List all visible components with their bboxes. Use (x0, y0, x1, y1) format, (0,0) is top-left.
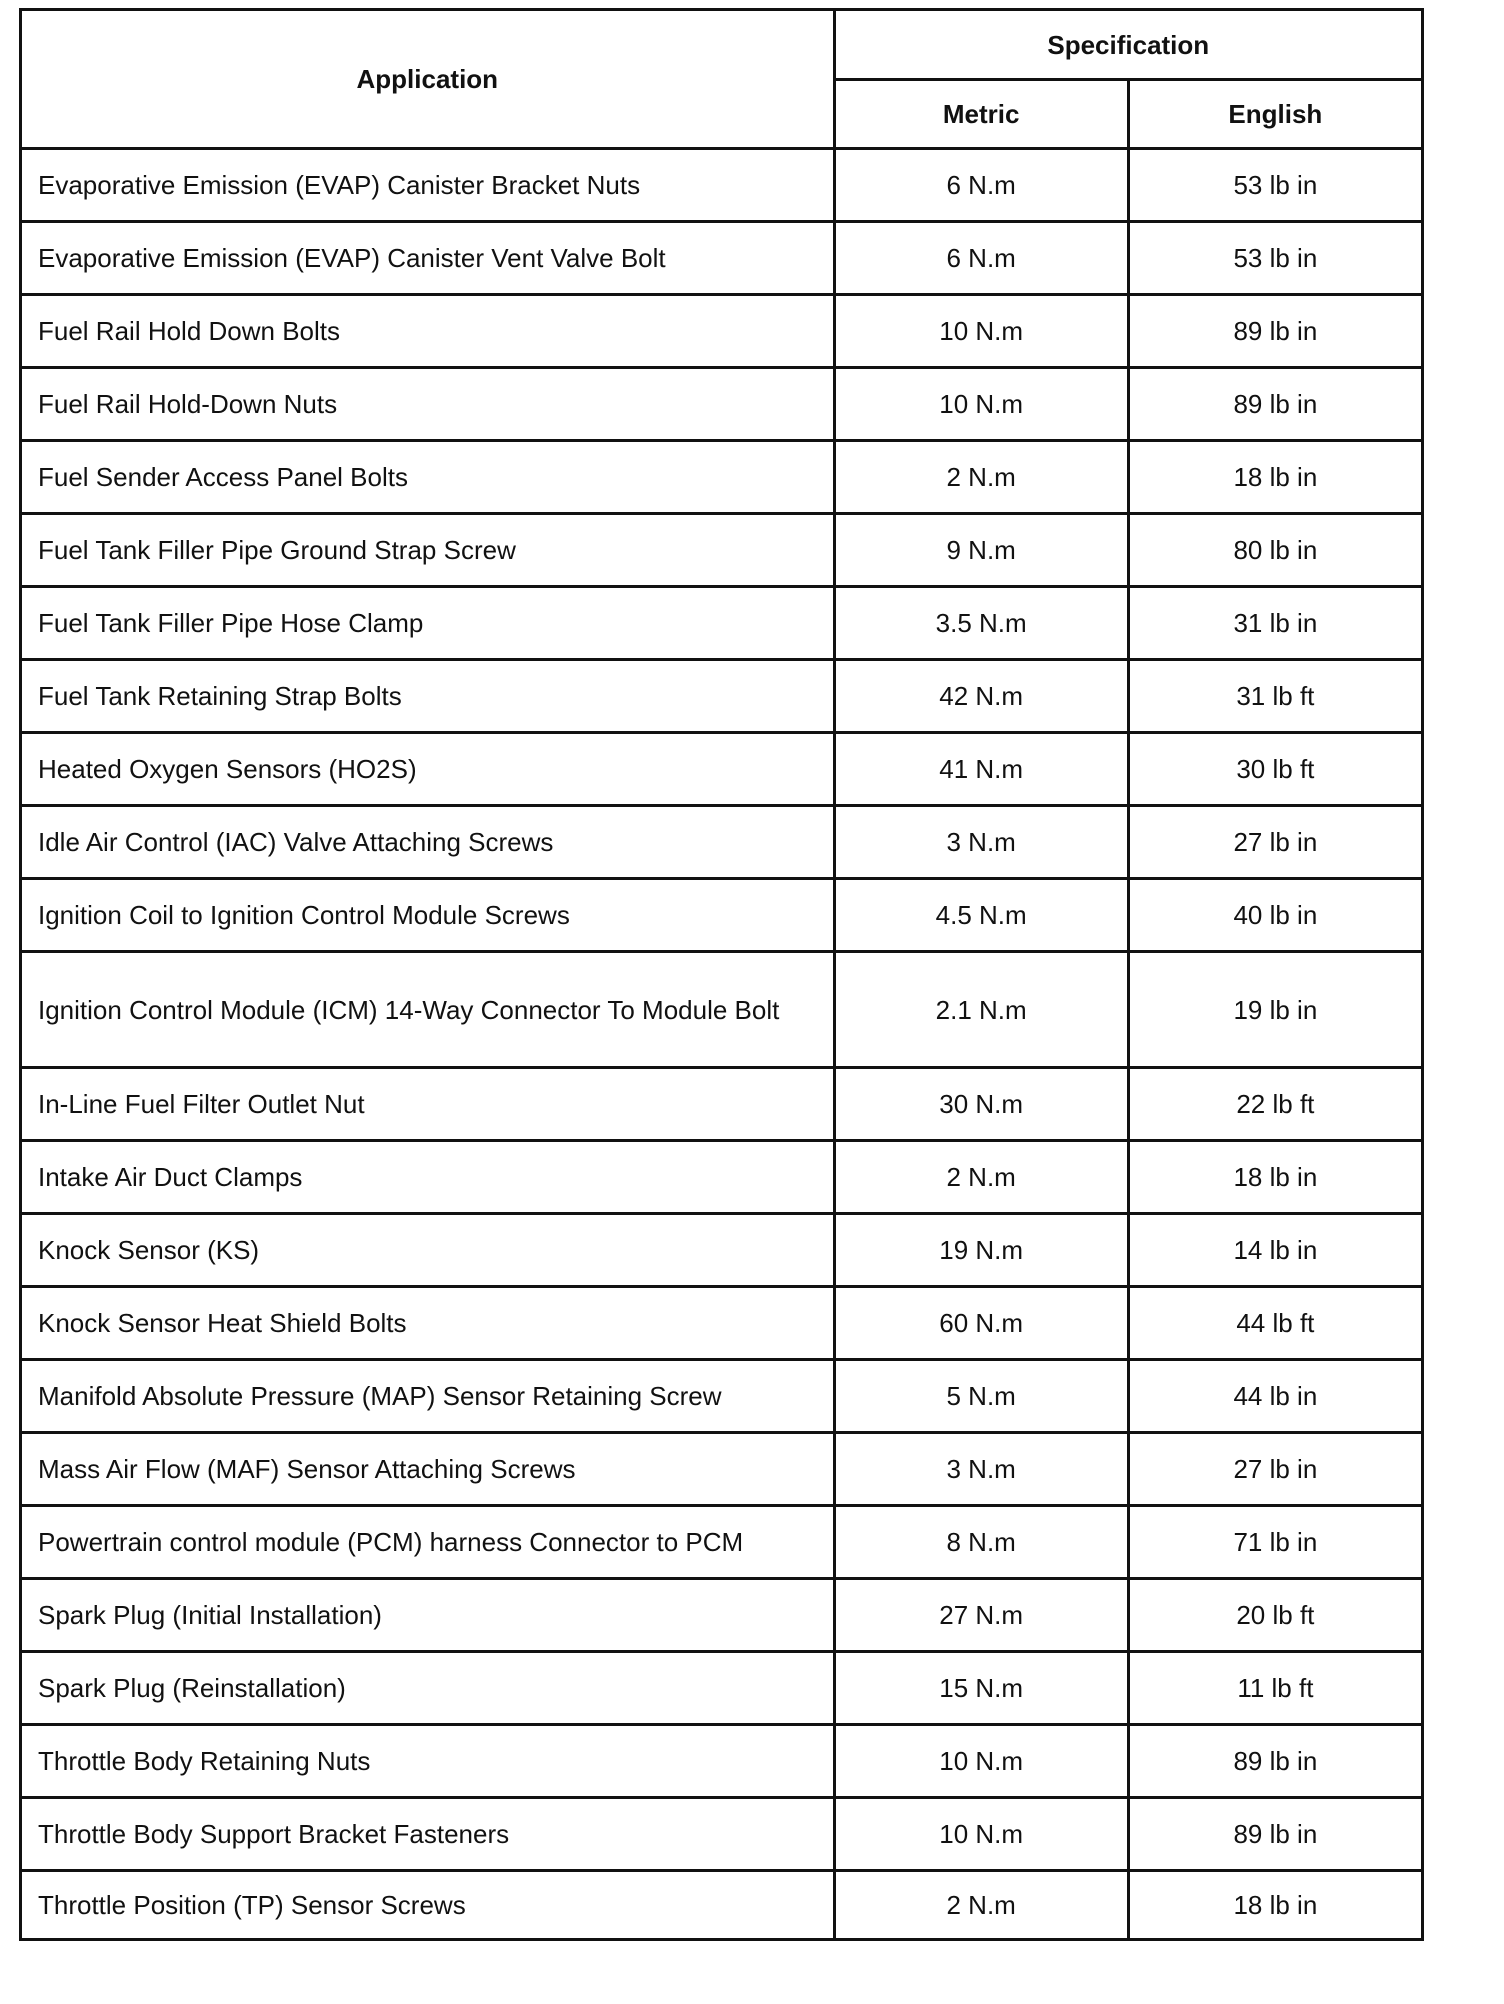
cell-metric: 10 N.m (834, 1725, 1128, 1798)
cell-metric: 6 N.m (834, 222, 1128, 295)
table-row (21, 514, 1423, 587)
cell-application: Fuel Rail Hold-Down Nuts (21, 368, 835, 441)
table-row (21, 1068, 1423, 1141)
table-row (21, 1433, 1423, 1506)
cell-metric: 10 N.m (834, 295, 1128, 368)
cell-metric: 42 N.m (834, 660, 1128, 733)
cell-english: 44 lb in (1128, 1360, 1422, 1433)
cell-english: 89 lb in (1128, 368, 1422, 441)
cell-application: Fuel Tank Filler Pipe Ground Strap Screw (21, 514, 835, 587)
table-row (21, 1506, 1423, 1579)
table-body (21, 149, 1423, 1940)
table-row (21, 1214, 1423, 1287)
header-specification: Specification (834, 10, 1422, 80)
cell-application: Mass Air Flow (MAF) Sensor Attaching Screws (21, 1433, 835, 1506)
cell-metric: 6 N.m (834, 149, 1128, 222)
cell-metric: 2.1 N.m (834, 952, 1128, 1068)
cell-english: 22 lb ft (1128, 1068, 1422, 1141)
cell-english: 20 lb ft (1128, 1579, 1422, 1652)
fastener-torque-specification-table (19, 8, 1424, 1941)
cell-metric: 60 N.m (834, 1287, 1128, 1360)
cell-application: Heated Oxygen Sensors (HO2S) (21, 733, 835, 806)
cell-metric: 3.5 N.m (834, 587, 1128, 660)
table-header (21, 10, 1423, 149)
cell-english: 19 lb in (1128, 952, 1422, 1068)
table-row (21, 1871, 1423, 1940)
cell-application: Fuel Tank Filler Pipe Hose Clamp (21, 587, 835, 660)
cell-application: Ignition Control Module (ICM) 14-Way Connector To Module Bolt (21, 952, 835, 1068)
cell-english: 53 lb in (1128, 149, 1422, 222)
table-row (21, 587, 1423, 660)
cell-application: Ignition Coil to Ignition Control Module Screws (21, 879, 835, 952)
cell-metric: 8 N.m (834, 1506, 1128, 1579)
cell-application: Idle Air Control (IAC) Valve Attaching Screws (21, 806, 835, 879)
cell-application: Throttle Body Retaining Nuts (21, 1725, 835, 1798)
table-row (21, 368, 1423, 441)
cell-application: Fuel Sender Access Panel Bolts (21, 441, 835, 514)
cell-metric: 3 N.m (834, 806, 1128, 879)
cell-english: 89 lb in (1128, 295, 1422, 368)
cell-application: Knock Sensor (KS) (21, 1214, 835, 1287)
cell-application: Throttle Position (TP) Sensor Screws (21, 1871, 835, 1940)
cell-application: Evaporative Emission (EVAP) Canister Bracket Nuts (21, 149, 835, 222)
cell-english: 89 lb in (1128, 1725, 1422, 1798)
cell-application: Spark Plug (Reinstallation) (21, 1652, 835, 1725)
cell-english: 44 lb ft (1128, 1287, 1422, 1360)
table-row (21, 1360, 1423, 1433)
header-english: English (1128, 80, 1422, 149)
table-row (21, 733, 1423, 806)
cell-metric: 5 N.m (834, 1360, 1128, 1433)
cell-metric: 30 N.m (834, 1068, 1128, 1141)
cell-metric: 10 N.m (834, 1798, 1128, 1871)
cell-english: 27 lb in (1128, 1433, 1422, 1506)
table-row (21, 879, 1423, 952)
header-application: Application (21, 10, 835, 149)
table-row (21, 1579, 1423, 1652)
cell-english: 89 lb in (1128, 1798, 1422, 1871)
table-row (21, 222, 1423, 295)
cell-metric: 2 N.m (834, 1141, 1128, 1214)
cell-application: Fuel Rail Hold Down Bolts (21, 295, 835, 368)
cell-application: Powertrain control module (PCM) harness Connector to PCM (21, 1506, 835, 1579)
table-row (21, 952, 1423, 1068)
table-row (21, 1725, 1423, 1798)
cell-metric: 19 N.m (834, 1214, 1128, 1287)
cell-application: Spark Plug (Initial Installation) (21, 1579, 835, 1652)
cell-english: 30 lb ft (1128, 733, 1422, 806)
cell-metric: 9 N.m (834, 514, 1128, 587)
cell-metric: 3 N.m (834, 1433, 1128, 1506)
cell-metric: 2 N.m (834, 1871, 1128, 1940)
cell-metric: 4.5 N.m (834, 879, 1128, 952)
cell-application: Throttle Body Support Bracket Fasteners (21, 1798, 835, 1871)
cell-english: 18 lb in (1128, 1871, 1422, 1940)
cell-english: 18 lb in (1128, 441, 1422, 514)
table-row (21, 295, 1423, 368)
cell-english: 40 lb in (1128, 879, 1422, 952)
table-row (21, 1141, 1423, 1214)
table-row (21, 441, 1423, 514)
cell-english: 80 lb in (1128, 514, 1422, 587)
cell-metric: 15 N.m (834, 1652, 1128, 1725)
cell-application: Knock Sensor Heat Shield Bolts (21, 1287, 835, 1360)
cell-english: 53 lb in (1128, 222, 1422, 295)
cell-english: 27 lb in (1128, 806, 1422, 879)
header-row-specification (21, 10, 1423, 80)
cell-application: Evaporative Emission (EVAP) Canister Vent Valve Bolt (21, 222, 835, 295)
cell-application: Fuel Tank Retaining Strap Bolts (21, 660, 835, 733)
cell-application: In-Line Fuel Filter Outlet Nut (21, 1068, 835, 1141)
table-row (21, 1652, 1423, 1725)
cell-metric: 10 N.m (834, 368, 1128, 441)
table-row (21, 1798, 1423, 1871)
cell-metric: 27 N.m (834, 1579, 1128, 1652)
table-row (21, 1287, 1423, 1360)
cell-metric: 2 N.m (834, 441, 1128, 514)
cell-english: 71 lb in (1128, 1506, 1422, 1579)
table-row (21, 660, 1423, 733)
cell-application: Manifold Absolute Pressure (MAP) Sensor Retaining Screw (21, 1360, 835, 1433)
cell-english: 11 lb ft (1128, 1652, 1422, 1725)
cell-english: 14 lb in (1128, 1214, 1422, 1287)
cell-english: 31 lb ft (1128, 660, 1422, 733)
table-row (21, 149, 1423, 222)
cell-application: Intake Air Duct Clamps (21, 1141, 835, 1214)
table-row (21, 806, 1423, 879)
cell-english: 18 lb in (1128, 1141, 1422, 1214)
header-metric: Metric (834, 80, 1128, 149)
cell-english: 31 lb in (1128, 587, 1422, 660)
cell-metric: 41 N.m (834, 733, 1128, 806)
